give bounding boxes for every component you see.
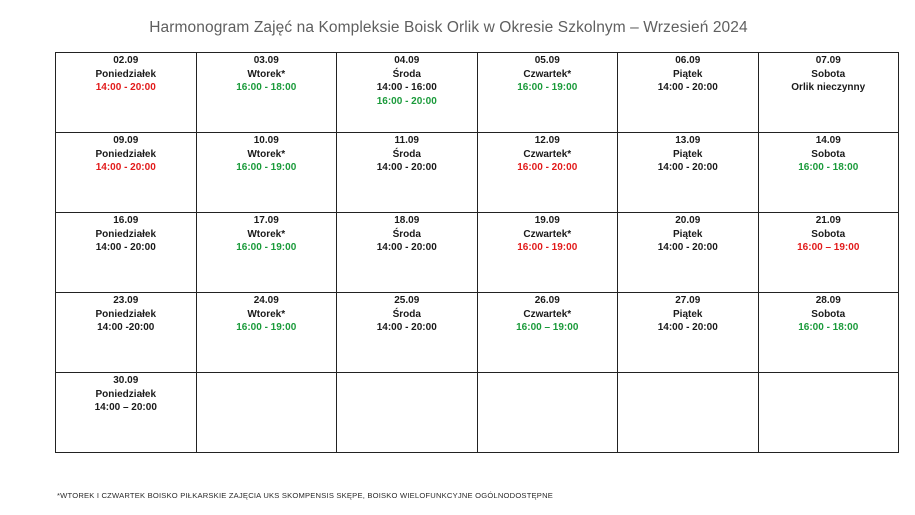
day-cell: [477, 293, 618, 373]
day-name: Środa: [392, 148, 421, 160]
day-name: Sobota: [811, 308, 846, 320]
day-date: 23.09: [113, 295, 139, 306]
day-cell: [56, 373, 197, 453]
empty-cell: [477, 373, 618, 453]
day-hours: 16:00 - 19:00: [517, 242, 578, 253]
day-date: 05.09: [534, 55, 560, 66]
day-cell: [196, 53, 337, 133]
day-name: Piątek: [673, 308, 703, 320]
schedule-table: [55, 52, 899, 453]
day-hours: 14:00 - 20:00: [95, 82, 156, 93]
week-row: [56, 213, 899, 293]
day-name: Piątek: [673, 68, 703, 80]
day-cell: [618, 213, 759, 293]
day-date: 26.09: [534, 295, 560, 306]
day-cell: [618, 53, 759, 133]
day-hours: 16:00 - 19:00: [236, 162, 297, 173]
day-date: 14.09: [815, 135, 841, 146]
week-row: [56, 293, 899, 373]
day-cell: [196, 133, 337, 213]
day-date: 25.09: [394, 295, 420, 306]
day-cell: [337, 53, 478, 133]
day-name: Wtorek*: [247, 148, 286, 160]
day-date: 13.09: [675, 135, 701, 146]
day-hours: 14:00 - 20:00: [95, 242, 156, 253]
day-date: 12.09: [534, 135, 560, 146]
empty-cell: [758, 373, 899, 453]
day-name: Poniedziałek: [95, 228, 157, 240]
day-hours: 14:00 - 20:00: [657, 162, 718, 173]
day-name: Środa: [392, 228, 421, 240]
day-cell: [56, 133, 197, 213]
day-date: 11.09: [394, 135, 419, 146]
day-date: 30.09: [113, 375, 139, 386]
day-hours: 16:00 - 18:00: [236, 82, 297, 93]
day-cell: [758, 213, 899, 293]
day-cell: [56, 293, 197, 373]
day-name: Sobota: [811, 148, 846, 160]
day-cell: [477, 133, 618, 213]
day-hours: 16:00 - 18:00: [798, 322, 859, 333]
empty-cell: [618, 373, 759, 453]
day-name: Poniedziałek: [95, 68, 157, 80]
day-date: 09.09: [113, 135, 139, 146]
day-date: 07.09: [815, 55, 841, 66]
day-name: Wtorek*: [247, 68, 286, 80]
day-hours: 14:00 - 20:00: [376, 242, 437, 253]
day-hours: 14:00 -20:00: [97, 322, 155, 333]
day-date: 20.09: [675, 215, 701, 226]
day-name: Czwartek*: [523, 148, 572, 160]
day-hours: 16:00 - 19:00: [236, 242, 297, 253]
day-cell: [337, 213, 478, 293]
week-row: [56, 53, 899, 133]
day-name: Wtorek*: [247, 228, 286, 240]
empty-cell: [196, 373, 337, 453]
day-name: Czwartek*: [523, 308, 572, 320]
day-date: 16.09: [113, 215, 139, 226]
day-date: 24.09: [253, 295, 279, 306]
day-hours: 14:00 - 20:00: [376, 322, 437, 333]
day-cell: [337, 293, 478, 373]
day-hours: 14:00 - 20:00: [95, 162, 156, 173]
day-cell: [618, 293, 759, 373]
day-date: 27.09: [675, 295, 701, 306]
day-date: 17.09: [253, 215, 279, 226]
day-name: Poniedziałek: [95, 388, 157, 400]
day-cell: [477, 213, 618, 293]
day-name: Środa: [392, 68, 421, 80]
day-cell: [56, 213, 197, 293]
day-hours: 14:00 – 20:00: [94, 402, 157, 413]
schedule-body: [56, 53, 899, 453]
day-name: Sobota: [811, 68, 846, 80]
page-title: Harmonogram Zajęć na Kompleksie Boisk Orlik w Okresie Szkolnym – Wrzesień 2024: [149, 19, 748, 36]
day-date: 21.09: [815, 215, 841, 226]
day-hours: 14:00 - 20:00: [657, 322, 718, 333]
day-hours: 16:00 - 20:00: [517, 162, 578, 173]
day-hours: Orlik nieczynny: [791, 82, 866, 93]
day-name: Czwartek*: [523, 228, 572, 240]
day-cell: [196, 293, 337, 373]
day-hours: 14:00 - 20:00: [376, 162, 437, 173]
day-cell: [758, 293, 899, 373]
day-hours: 16:00 – 19:00: [797, 242, 860, 253]
day-cell: [758, 133, 899, 213]
day-hours: 14:00 - 20:00: [657, 242, 718, 253]
day-hours: 14:00 - 20:00: [657, 82, 718, 93]
week-row: [56, 133, 899, 213]
footnote: *WTOREK I CZWARTEK BOISKO PIŁKARSKIE ZAJĘCIA UKS SKOMPENSIS SKĘPE, BOISKO WIELOFUNKCYJNE OGÓLNODOSTĘPNE: [57, 491, 554, 500]
day-name: Czwartek*: [523, 68, 572, 80]
day-name: Środa: [392, 308, 421, 320]
day-date: 06.09: [675, 55, 701, 66]
day-cell: [196, 213, 337, 293]
day-name: Wtorek*: [247, 308, 286, 320]
day-cell: [477, 53, 618, 133]
day-date: 18.09: [394, 215, 420, 226]
day-date: 03.09: [253, 55, 279, 66]
day-date: 28.09: [815, 295, 841, 306]
day-hours: 14:00 - 16:00: [376, 82, 437, 93]
week-row: [56, 373, 899, 453]
day-hours: 16:00 - 18:00: [798, 162, 859, 173]
day-name: Sobota: [811, 228, 846, 240]
day-date: 02.09: [113, 55, 139, 66]
day-cell: [337, 133, 478, 213]
day-cell: [758, 53, 899, 133]
day-name: Piątek: [673, 228, 703, 240]
day-cell: [618, 133, 759, 213]
day-date: 19.09: [534, 215, 560, 226]
day-name: Poniedziałek: [95, 308, 157, 320]
day-hours: 16:00 - 19:00: [517, 82, 578, 93]
day-name: Piątek: [673, 148, 703, 160]
day-name: Poniedziałek: [95, 148, 157, 160]
day-hours: 16:00 - 19:00: [236, 322, 297, 333]
day-hours: 16:00 – 19:00: [516, 322, 579, 333]
day-hours: 16:00 - 20:00: [376, 95, 437, 107]
day-cell: [56, 53, 197, 133]
empty-cell: [337, 373, 478, 453]
day-date: 04.09: [394, 55, 420, 66]
day-date: 10.09: [253, 135, 279, 146]
